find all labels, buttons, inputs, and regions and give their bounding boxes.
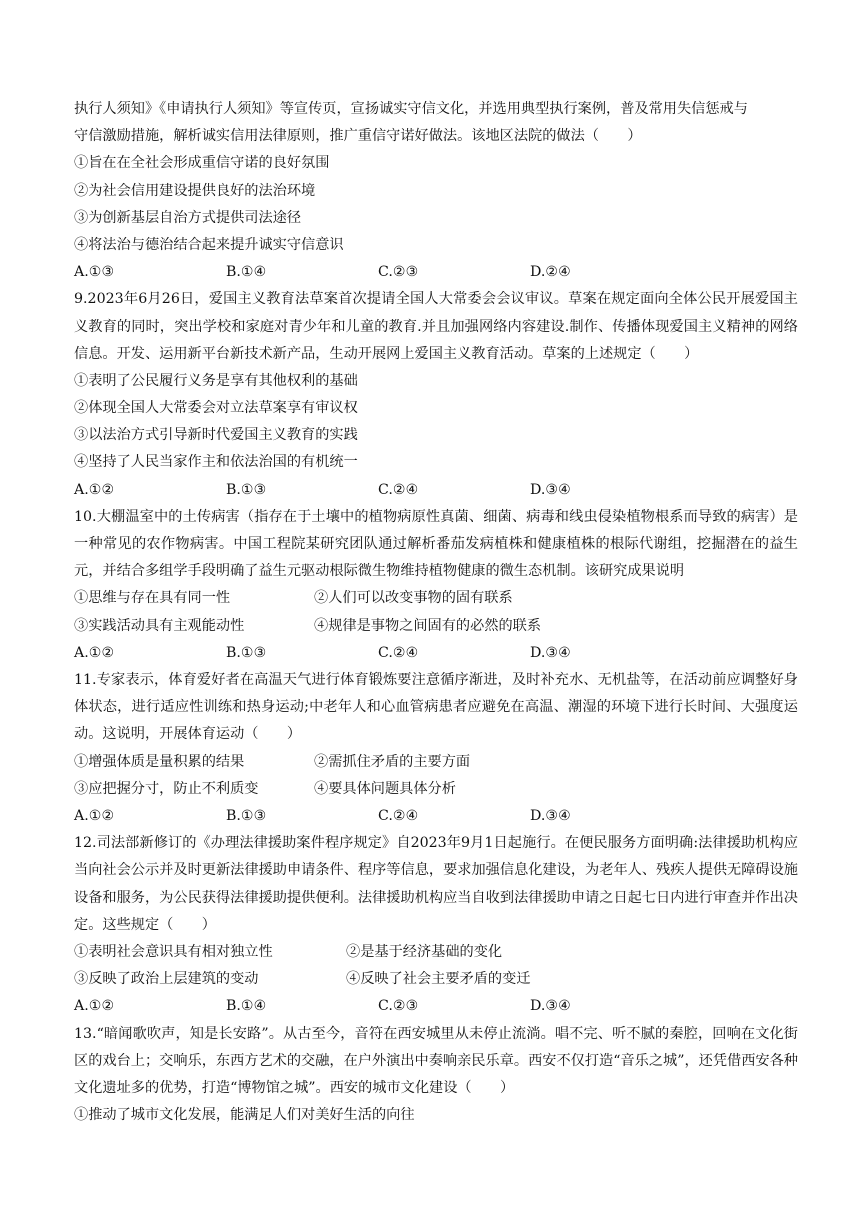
q11-option-b: B.①③ [226,808,267,825]
q8-option-c: C.②③ [378,264,419,281]
q10-statement-2: ②人们可以改变事物的固有联系 [314,590,513,607]
q8-statement-3: ③为创新基层自治方式提供司法途径 [74,209,302,226]
q9-statement-3: ③以法治方式引导新时代爱国主义教育的实践 [74,427,358,444]
q12-statements-row-2 [74,966,798,993]
q10-option-b: B.①③ [226,644,267,661]
q11-statement-1: ①增强体质是量积累的结果 [74,753,245,770]
q9-statement-2: ②体现全国人大常委会对立法草案享有审议权 [74,400,358,417]
q11-option-c: C.②④ [378,808,419,825]
q10-option-a: A.①② [74,644,115,661]
q12-stem: 12.司法部新修订的《办理法律援助案件程序规定》自2023年9月1日起施行。在便民服务方面明确:法律援助机构应当向社会公示并及时更新法律援助申请条件、程序等信息，要求加强信息化建设，为老年人、残疾人提供无障碍设施设备和服务，为公民获得法律援助提供便利。法律援助机构应当自收到法律援助申请之日起七日内进行审查并作出决定。这些规定（ ） [74,835,798,933]
q12-option-d: D.③④ [530,998,571,1015]
q8-statement-2: ②为社会信用建设提供良好的法治环境 [74,182,316,199]
q10-option-c: C.②④ [378,644,419,661]
q8-option-d: D.②④ [530,264,571,281]
q8-option-a: A.①③ [74,264,115,281]
q11-stem: 11.专家表示，体育爱好者在高温天气进行体育锻炼要注意循序渐进，及时补充水、无机盐等，在活动前应调整好身体状态，进行适应性训练和热身运动;中老年人和心血管病患者应避免在高温、潮湿的环境下进行长时间、大强度运动。这说明，开展体育运动（ ） [74,672,798,743]
q11-statements-row-1 [74,749,798,776]
q8-statement-4: ④将法治与德治结合起来提升诚实守信意识 [74,236,344,253]
q11-option-a: A.①② [74,808,115,825]
q11-option-d: D.③④ [530,808,571,825]
exam-content [74,96,798,1129]
q11-statements-row-2 [74,776,798,803]
q9-stem: 9.2023年6月26日，爱国主义教育法草案首次提请全国人大常委会会议审议。草案在规定面向全体公民开展爱国主义教育的同时，突出学校和家庭对青少年和儿童的教育.并且加强网络内容建设.制作、传播体现爱国主义精神的网络信息。开发、运用新平台新技术新产品，生动开展网上爱国主义教育活动。草案的上述规定（ ） [74,291,798,362]
q12-options [74,993,798,1020]
q9-option-c: C.②④ [378,481,419,498]
q9-statement-4: ④坚持了人民当家作主和依法治国的有机统一 [74,454,358,471]
q8-statement-1: ①旨在在全社会形成重信守诺的良好氛围 [74,155,330,172]
q10-statement-3: ③实践活动具有主观能动性 [74,617,245,634]
q11-options [74,803,798,830]
q10-statement-4: ④规律是事物之间固有的必然的联系 [314,617,542,634]
q8-stem-line-2: 守信激励措施，解析诚实信用法律原则，推广重信守诺好做法。该地区法院的做法（ ） [74,128,642,145]
q10-option-d: D.③④ [530,644,571,661]
q12-statement-1: ①表明社会意识具有相对独立性 [74,944,273,961]
q10-statement-1: ①思维与存在具有同一性 [74,590,231,607]
q12-option-c: C.②③ [378,998,419,1015]
q10-statements-row-2 [74,613,798,640]
q11-statement-4: ④要具体问题具体分析 [314,780,456,797]
q8-stem-line-1: 执行人须知》《申请执行人须知》等宣传页，宣扬诚实守信文化，并选用典型执行案例，普及常用失信惩戒与 [74,101,748,117]
q9-options [74,477,798,504]
q9-statement-1: ①表明了公民履行义务是享有其他权利的基础 [74,372,358,389]
q13-statement-1: ①推动了城市文化发展，能满足人们对美好生活的向往 [74,1107,415,1124]
q12-statements-row-1 [74,939,798,966]
q10-options [74,640,798,667]
q11-statement-3: ③应把握分寸，防止不利质变 [74,780,259,797]
q11-statement-2: ②需抓住矛盾的主要方面 [314,753,471,770]
q9-option-a: A.①② [74,481,115,498]
q12-statement-2: ②是基于经济基础的变化 [346,944,503,961]
q12-option-b: B.①④ [226,998,267,1015]
q10-statements-row-1 [74,585,798,612]
q9-option-b: B.①③ [226,481,267,498]
q8-option-b: B.①④ [226,264,267,281]
q13-stem: 13.“暗闻歌吹声，知是长安路”。从古至今，音符在西安城里从未停止流淌。唱不完、听不腻的秦腔，回响在文化街区的戏台上；交响乐，东西方艺术的交融，在户外演出中奏响亲民乐章。西安不仅打造“音乐之城”，还凭借西安各种文化遗址多的优势，打造“博物馆之城”。西安的城市文化建设（ ） [74,1025,798,1096]
q12-statement-3: ③反映了政治上层建筑的变动 [74,971,259,988]
q12-statement-4: ④反映了社会主要矛盾的变迁 [346,971,531,988]
q12-option-a: A.①② [74,998,115,1015]
q9-option-d: D.③④ [530,481,571,498]
q8-options [74,259,798,286]
q10-stem: 10.大棚温室中的土传病害（指存在于土壤中的植物病原性真菌、细菌、病毒和线虫侵染植物根系而导致的病害）是一种常见的农作物病害。中国工程院某研究团队通过解析番茄发病植株和健康植株的根际代谢组，挖掘潜在的益生元，并结合多组学手段明确了益生元驱动根际微生物维持植物健康的微生态机制。该研究成果说明 [74,508,798,580]
